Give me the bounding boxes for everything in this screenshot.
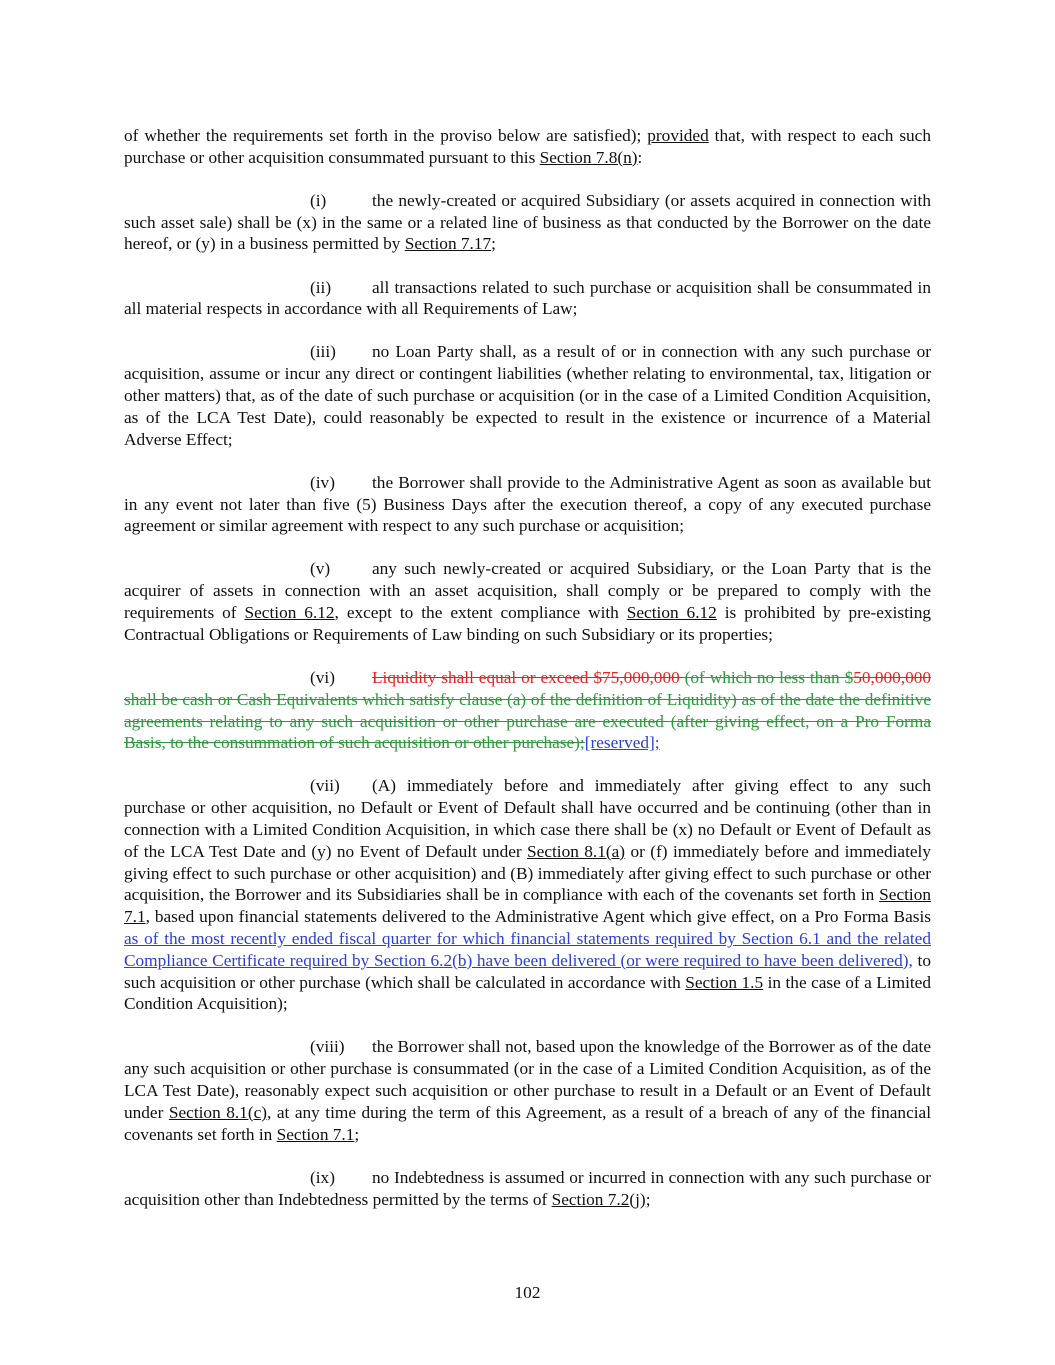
page-number: 102: [514, 1283, 541, 1302]
section-reference: Section 7.2(j): [551, 1189, 646, 1209]
document-page: [124, 125, 931, 1232]
clause-number: (vii): [310, 776, 340, 796]
clause-iv: [124, 472, 931, 537]
clause-number: (v): [310, 559, 331, 579]
section-reference: Section 1.5: [685, 972, 764, 992]
deleted-text: as of the date the definitive agreements relating to any such acquisition or other purchase are executed: [124, 689, 932, 731]
clause-text: the Borrower shall not, based upon the knowledge of the Borrower as of the date any such acquisition or other purchase is consummated (or in the case of a Limited Condition Acquisition, as of the LCA Test Date), reasonably expect such acquisition or other purchase to result in a Default or an Event of Default under: [124, 1037, 931, 1122]
clause-text: (A) immediately before and immediately after giving effect to any such purchase or other acquisition, no Default or Event of Default shall have occurred and be continuing (other than in connection with a Limited Condition Acquisition, in which case there shall be (x) no Default or Event of Default as of the LCA Test Date and (y) no Event of Default under: [124, 776, 931, 861]
clause-vi: [124, 667, 931, 754]
clause-text: no Loan Party shall, as a result of or in connection with any such purchase or acquisition, assume or incur any direct or contingent liabilities (whether relating to environmental, tax, litigation or other matters) that, as of the date of such purchase or acquisition (or in the case of a Limited Condition Acquisition, as of the LCA Test Date), could reasonably be expected to result in the existence or incurrence of a Material Adverse Effect;: [124, 342, 931, 449]
clause-number: (ii): [310, 277, 332, 297]
intro-text: that, with respect to each such purchase or other acquisition consummated pursuant to this: [124, 126, 931, 167]
intro-paragraph: [124, 125, 931, 169]
clause-i: [124, 190, 931, 255]
clause-text: all transactions related to such purchase or acquisition shall be consummated in all material respects in accordance with all Requirements of Law;: [124, 277, 931, 319]
section-reference: Section 7.1: [124, 885, 931, 927]
intro-text: :: [637, 147, 643, 167]
clause-text: ;: [491, 234, 496, 254]
section-reference: Section 8.1(c): [168, 1102, 268, 1122]
clause-text: ;: [645, 1189, 651, 1209]
clause-text: the newly-created or acquired Subsidiary (or assets acquired in connection with such asset sale) shall be (x) in the same or a related line of business as that conducted by the Borrower on the date hereof, or (y) in a business permitted by: [124, 190, 931, 254]
deleted-text: shall be cash or Cash Equivalents which satisfy clause (a) of the definition of Liquidity): [124, 689, 742, 709]
clause-text: no Indebtedness is assumed or incurred in connection with any such purchase or acquisition other than Indebtedness permitted by the terms of: [124, 1167, 931, 1209]
deleted-text: 50,000,000: [853, 667, 931, 687]
inserted-text: as of the most recently ended fiscal quarter for which financial statements required by Section 6.1 and the related Compliance Certificate required by Section 6.2(b) have been delivered (or were required to have been delivered),: [124, 928, 931, 970]
clause-number: (vi): [310, 667, 335, 687]
intro-text: of whether the requirements set forth in the proviso below are satisfied);: [124, 126, 648, 145]
clause-number: (ix): [310, 1167, 335, 1187]
section-reference: Section 7.17: [404, 234, 492, 254]
clause-v: [124, 558, 931, 645]
section-reference: Section 7.1: [276, 1124, 355, 1144]
clause-iii: [124, 341, 931, 450]
clause-vii: [124, 775, 931, 1015]
clause-text: the Borrower shall provide to the Administrative Agent as soon as available but in any event not later than five (5) Business Days after the execution thereof, a copy of any executed purchase agreement or similar agreement with respect to any such purchase or acquisition;: [124, 472, 931, 536]
section-reference: Section 6.12: [244, 603, 335, 623]
clause-text: or (f) immediately before and immediately giving effect to such purchase or other acquisition) and (B) immediately after giving effect to such purchase or other acquisition, the Borrower and its Subsidiaries shall be in compliance with each of the covenants set forth in: [124, 841, 931, 905]
clause-text: , based upon financial statements delivered to the Administrative Agent which give effect, on a Pro Forma Basis: [145, 907, 931, 927]
clause-text: , at any time during the term of this Agreement, as a result of a breach of any of the financial covenants set forth in: [124, 1102, 932, 1144]
section-reference: Section 6.12: [626, 603, 717, 623]
deleted-text: (of which no less than $: [684, 667, 854, 687]
inserted-text: [reserved];: [584, 733, 660, 753]
clause-text: to such acquisition or other purchase (which shall be calculated in accordance with: [124, 950, 931, 992]
clause-text: is prohibited by pre-existing Contractual Obligations or Requirements of Law binding on such Subsidiary or its properties;: [124, 603, 931, 644]
clause-text: any such newly-created or acquired Subsidiary, or the Loan Party that is the acquirer of assets in connection with an asset acquisition, shall comply or be prepared to comply with the requirements of: [124, 559, 931, 623]
clause-ix: [124, 1167, 931, 1211]
clause-number: (iv): [310, 472, 335, 492]
deleted-text: Liquidity shall equal or exceed $75,000,000: [372, 667, 685, 687]
clause-number: (viii): [310, 1037, 345, 1057]
clause-number: (iii): [310, 342, 336, 362]
clause-ii: [124, 277, 931, 321]
clause-text: in the case of a Limited Condition Acquisition);: [124, 972, 931, 1014]
clause-text: ;: [354, 1124, 360, 1144]
section-reference: Section 7.8(n): [539, 147, 638, 167]
clause-number: (i): [310, 190, 327, 210]
provided-term: provided: [647, 126, 709, 145]
section-reference: Section 8.1(a): [527, 841, 626, 861]
clause-viii: [124, 1036, 931, 1145]
clause-text: , except to the extent compliance with: [334, 603, 627, 623]
deleted-text: (after giving effect, on a Pro Forma Basis, to the consummation of such acquisition or other purchase);: [124, 711, 931, 753]
